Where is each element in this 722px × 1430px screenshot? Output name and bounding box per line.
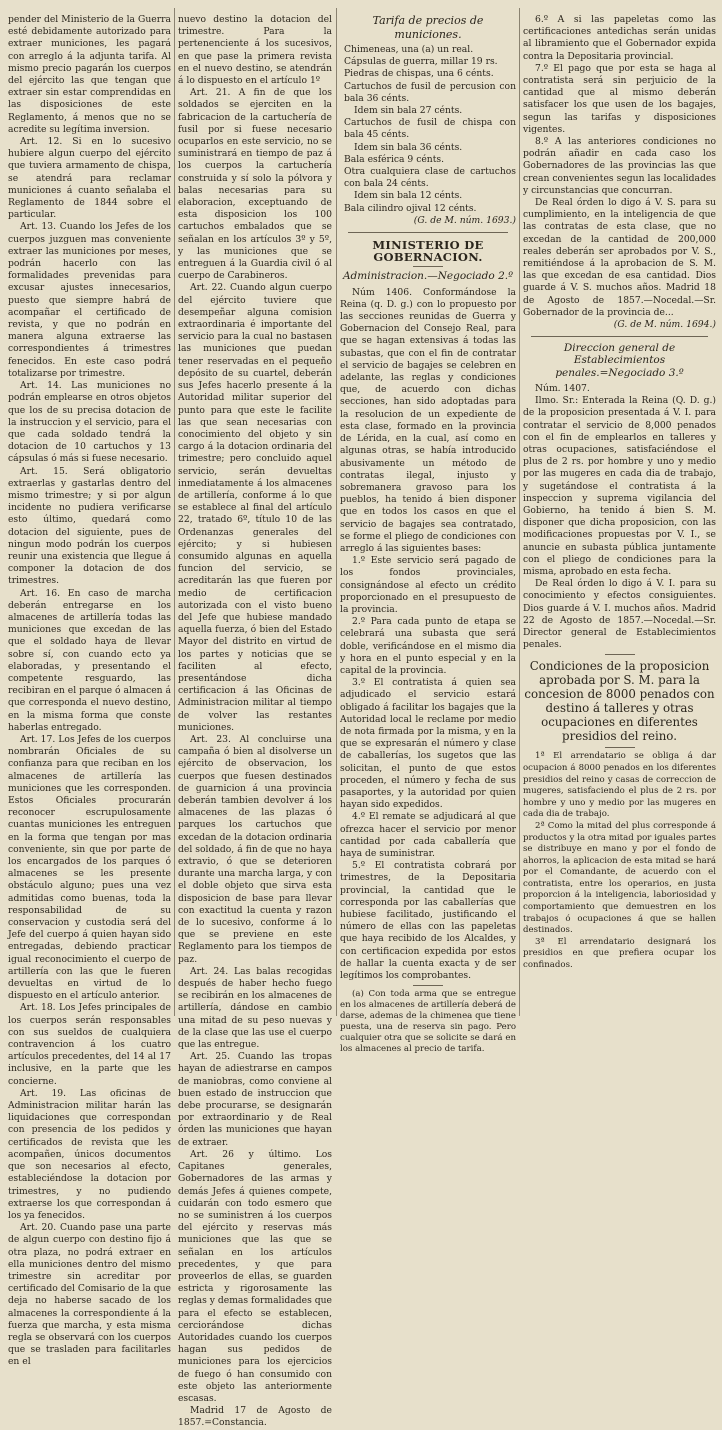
column-rule (336, 8, 337, 1016)
condition-3: 3ª El arrendatario designará los presidios en que prefiera ocupar los confinados. (523, 936, 716, 971)
gazette-reference: (G. de M. núm. 1694.) (613, 319, 716, 331)
column-1 (8, 14, 171, 1368)
paragraph: pender del Ministerio de la Guerra esté debidamente autorizado para extraer municiones, les pagará con arreglo á la adjunta tarifa. Al mismo precio pagarán los cuerpos del ejército las que tengan que extraer sin estar comprendidas en las disposiciones de este Reglamento, á menos que no se acredite su legítima inversion. (8, 14, 171, 135)
royal-order: De Real órden lo digo á V. S. para su cumplimiento, en la inteligencia de que las contratas de esta clase, que no excedan de la cantidad de 200,000 reales deberán ser aprobados por V. S., remitiéndose á la aprobacion de S. M. las que excedan de esa cantidad. Dios guarde á V. S. muchos años. Madrid 18 de Agosto de 1857.—Nocedal.—Sr. Gobernador de la provincia de... (523, 197, 716, 318)
column-3 (340, 14, 516, 1055)
ministry-heading: MINISTERIO DE GOBERNACION. (372, 238, 484, 265)
direction-heading: Direccion general de Establecimientos penales.=Negociado 3.º (555, 342, 684, 379)
condition-5: 5.º El contratista cobrará por trimestres, de la Depositaria provincial, la cantidad que le corresponda por las caballerías que hubiese facilitado, justificando el número de ellas con las papeletas que haya recibido de los Alcaldes, y con certificacion expedida por estos de hallar la cuenta exacta y de ser legítimos los comprobantes. (340, 860, 516, 982)
article-19: Art. 19. Las oficinas de Administracion militar harán las liquidaciones que correspondan con presencia de los pedidos y certificados de revista que les acompañen, únicos documentos que son necesarios al efecto, estableciéndose la dotacion por trimestres, y no pudiendo extraerse los que correspondan á los ya fenecidos. (8, 1087, 171, 1221)
tariff-item: Idem sin bala 12 cénts. (354, 190, 463, 202)
article-22: Art. 22. Cuando algun cuerpo del ejército tuviere que desempeñar alguna comision extraordinaria é importante del servicio para la cual no bastasen las municiones que puedan tener reservadas en el pequeño depósito de su cuartel, deberán sus Jefes hacerlo presente á la Autoridad militar superior del punto para que este le facilite las que sean necesarias con conocimiento del objeto y sin cargo á la dotacion ordinaria del trimestre; pero concluido aquel servicio, serán devueltas inmediatamente á los almacenes de artillería, conforme á lo que se establece al final del artículo 22, tratado 6º, título 10 de las Ordenanzas generales del ejército; y si hubiesen consumido algunas en aquella funcion del servicio, se acreditarán las que fueren por medio de certificacion autorizada con el visto bueno del Jefe que hubiese mandado aquella fuerza, ó bien del Estado Mayor del distrito en virtud de los partes y noticias que se faciliten al efecto, presentándose dicha certificacion á las Oficinas de Administracion militar al tiempo de volver las restantes municiones. (178, 282, 332, 733)
article-18: Art. 18. Los Jefes principales de los cuerpos serán responsables con sus sueldos de cualquiera contravencion á los cuatro artículos precedentes, del 14 al 17 inclusive, en la parte que les concierne. (8, 1002, 171, 1087)
article-25: Art. 25. Cuando las tropas hayan de adiestrarse en campos de maniobras, como conviene al buen estado de instruccion que debe procurarse, se designarán por extraordinario y de Real órden las municiones que hayan de extraer. (178, 1051, 332, 1148)
tariff-list (340, 44, 516, 215)
divider (605, 747, 635, 748)
condition-7: 7.º El pago que por esta se haga al contratista será sin perjuicio de la cantidad que al mismo deberán satisfacer los que usen de los bagajes, segun las tarifas y disposiciones vigentes. (523, 62, 716, 135)
tariff-item: Bala cilindro ojival 12 cénts. (344, 202, 477, 214)
decree-number: Núm. 1407. (535, 382, 590, 394)
tariff-item: Cápsulas de guerra, millar 19 rs. (344, 56, 498, 68)
tariff-item: Piedras de chispas, una 6 cénts. (344, 68, 494, 80)
article-16: Art. 16. En caso de marcha deberán entregarse en los almacenes de artillería todas las municiones que excedan de las que el soldado haya de llevar sobre sí, con cuando ecto ya elaboradas, y presentando el competente resguardo, las recibiran en el parque ó almacen á que corresponda el nuevo destino, en la misma forma que conste haberlas entregado. (8, 587, 171, 733)
condition-2: 2.º Para cada punto de etapa se celebrará una subasta que será doble, verificándose en el mismo dia y hora en el punto especial y en la capital de la provincia. (340, 616, 516, 676)
column-rule (519, 8, 520, 1016)
tariff-title: Tarifa de precios de municiones. (372, 14, 484, 41)
tariff-item: Cartuchos de fusil de percusion con bala 36 cénts. (344, 80, 516, 104)
footnote: (a) Con toda arma que se entregue en los almacenes de artillería deberá de darse, ademas de la chimenea que tiene puesta, una de reserva sin pago. Pero cualquier otra que se solicite se dará en los almacenes al precio de tarifa. (340, 989, 516, 1055)
section-subheading: Administracion.—Negociado 2.º (342, 270, 514, 283)
column-4 (523, 14, 716, 1016)
tariff-item: Idem sin bala 36 cénts. (354, 141, 463, 153)
tariff-item: Chimeneas, una (a) un real. (344, 44, 474, 55)
divider (348, 232, 508, 233)
article-26: Art. 26 y último. Los Capitanes generales, Gobernadores de las armas y demás Jefes á quienes compete, cuidarán con todo esmero que no se suministren á los cuerpos del ejército y reservas más municiones que las que se señalan en los artículos precedentes, y que para proveerlos de ellas, se guarden estricta y rigorosamente las reglas y demas formalidades que para el efecto se establecen, cerciorándose dichas Autoridades cuando los cuerpos hagan sus pedidos de municiones para los ejercicios de fuego ó han consumido con este objeto las anteriormente escasas. (178, 1148, 332, 1404)
paragraph: nuevo destino la dotacion del trimestre. Para la pertenenciente á los sucesivos, en que pase la primera revista en el nuevo destino, se atendrán á lo dispuesto en el artículo 1º (178, 14, 332, 87)
signature: Madrid 17 de Agosto de 1857.=Constancia. (178, 1405, 332, 1429)
tariff-item: Cartuchos de fusil de chispa con bala 45 cénts. (344, 117, 516, 141)
decree-paragraph: Núm 1406. Conformándose la Reina (q. D. g.) con lo propuesto por las secciones reunidas de Guerra y Gobernacion del Consejo Real, para que se hagan extensivas á todas las subastas, que con el fin de contratar el servicio de bagajes se celebren en adelante, las reglas y condiciones que, de acuerdo con dichas secciones, han sido adoptadas para la resolucion de un expediente de esta clase, formado en la provincia de Lérida, en la cual, así como en algunas otras, se había introducido abusivamente un método de contratas ilegal, injusto y sobremanera gravoso para los pueblos, ha tenido á bien disponer que en todos los casos en que el servicio de bagajes sea contratado, se forme el pliego de condiciones con arreglo á las siguientes bases: (340, 286, 516, 554)
article-14: Art. 14. Las municiones no podrán emplearse en otros objetos que los de su precisa dotacion de la instruccion y el servicio, para el que cada soldado tendrá la dotacion de 10 cartuchos y 13 cápsulas ó más si fuese necesario. (8, 380, 171, 465)
divider (531, 336, 708, 337)
condition-1: 1ª El arrendatario se obliga á dar ocupacion á 8000 penados en los diferentes presidios del reino y casas de correccion de mugeres, satisfaciendo el plus de 2 rs. por hombre y uno y medio por las mugeres en cada dia de trabajo. (523, 751, 716, 820)
article-17: Art. 17. Los Jefes de los cuerpos nombrarán Oficiales de su confianza para que reciban en los almacenes de artillería las municiones que les corresponden. Estos Oficiales procurarán reconocer escrupulosamente cuantas municiones les entreguen en la forma que tengan por mas conveniente, sin que por parte de los encargados de los parques ó almacenes se les presente obstáculo alguno; pues una vez admitidas como buenas, toda la responsabilidad de su conservacion y custodia será del Jefe del cuerpo á quien hayan sido entregadas, debiendo practicar igual reconocimiento el cuerpo de artillería con las que le fueren devueltas en virtud de lo dispuesto en el artículo anterior. (8, 733, 171, 1002)
condition-1: 1.º Este servicio será pagado de los fondos provinciales, consignándose al efecto un crédito proporcionado en el presupuesto de la provincia. (340, 555, 516, 615)
divider (605, 654, 635, 655)
condition-3: 3.º El contratista á quien sea adjudicado el servicio estará obligado á facilitar los bagajes que la Autoridad local le reclame por medio de nota firmada por la misma, y en la que se expresarán el número y clase de caballerías, los sugetos que las solicitan, el punto de que estos proceden, el número y fecha de sus pasaportes, y la autoridad por quien hayan sido expedidos. (340, 677, 516, 811)
column-rule (174, 8, 175, 1016)
article-12: Art. 12. Si en lo sucesivo hubiere algun cuerpo del ejército que tuviera armamento de chispa, se atendrá para reclamar municiones á cuanto señalaba el Reglamento de 1844 sobre el particular. (8, 136, 171, 221)
divider (413, 985, 443, 986)
tariff-item: Bala esférica 9 cénts. (344, 153, 445, 165)
article-21: Art. 21. A fin de que los soldados se ejerciten en la fabricacion de la cartuchería de fusil por si fuese necesario ocuparlos en este servicio, no se suministrará en tiempo de paz á los cuerpos la cartuchería construida y sí solo la pólvora y balas necesarias para su elaboracion, exceptuando de esta disposicion los 100 cartuchos embalados que se señalan en los artículos 3º y 5º, y las municiones que se entreguen á la Guardia civil ó al cuerpo de Carabineros. (178, 87, 332, 282)
article-24: Art. 24. Las balas recogidas después de haber hecho fuego se recibirán en los almacenes de artillería, dándose en cambio una mitad de su peso nuevas y de la clase que las use el cuerpo que las entregue. (178, 965, 332, 1051)
condition-2: 2ª Como la mitad del plus corresponde á productos y la otra mitad por iguales partes se distribuye en mano y por el fondo de ahorros, la aplicacion de esta mitad se hará por el Comandante, de acuerdo con el contratista, entre los operarios, en justa proporcion á la inteligencia, laboriosidad y comportamiento que demuestren en los trabajos ó ocupaciones á que se hallen destinados. (523, 820, 716, 936)
article-15: Art. 15. Será obligatorio extraerlas y gastarlas dentro del mismo trimestre; y si por algun incidente no pudiera verificarse esto último, quedará como dotacion del siguiente, pues de ningun modo podrán los cuerpos reunir una existencia que llegue á componer la dotacion de dos trimestres. (8, 465, 171, 587)
condition-6: 6.º A si las papeletas como las certificaciones antedichas serán unidas al libramiento que el Gobernador expida contra la Depositaria provincial. (523, 14, 716, 62)
article-23: Art. 23. Al concluirse una campaña ó bien al disolverse un ejército de observacion, los cuerpos que fuesen destinados de guarnicion á una provincia deberán tambien devolver á los almacenes de las plazas ó parques los cartuchos que excedan de la dotacion ordinaria del soldado, á fin de que no haya extravio, ó que se deterioren durante una marcha larga, y con el doble objeto que sirva esta disposicion de base para llevar con exactitud la cuenta y razon de lo sucesivo, conforme á lo que se previene en este Reglamento para los tiempos de paz. (178, 733, 332, 965)
gazette-reference: (G. de M. núm. 1693.) (413, 214, 516, 226)
article-20: Art. 20. Cuando pase una parte de algun cuerpo con destino fijo á otra plaza, no podrá extraer en ella municiones dentro del mismo trimestre sin acreditar por certificado del Comisario de la que deja no haberse sacado de los almacenes la correspondiente á la fuerza que marcha, y esta misma regla se observará con los cuerpos que se trasladen para facilitarles en el (8, 1222, 171, 1368)
condition-4: 4.º El remate se adjudicará al que ofrezca hacer el servicio por menor cantidad por cada caballería que haya de suministrar. (340, 811, 516, 859)
condition-8: 8.º A las anteriores condiciones no podrán añadir en cada caso los Gobernadores de las provincias las que crean convenientes segun las localidades y circunstancias que concurran. (523, 136, 716, 196)
article-13: Art. 13. Cuando los Jefes de los cuerpos juzguen mas conveniente extraer las municiones por meses, podrán hacerlo con las formalidades prevenidas para excusar ajustes innecesarios, puesto que siempre habrá de acompañar el certificado de revista, y que no podrán en manera alguna extraerse las correspondientes á trimestres fenecidos. En este caso podrá totalizarse por trimestre. (8, 221, 171, 379)
conditions-heading: Condiciones de la proposicion aprobada por S. M. para la concesion de 8000 penados con destino á talleres y otras ocupaciones en diferentes presidios del reino. (524, 659, 715, 744)
divider (413, 266, 443, 267)
royal-order: De Real órden lo digo á V. I. para su conocimiento y efectos consiguientes. Dios guarde á V. I. muchos años. Madrid 22 de Agosto de 1857.—Nocedal.—Sr. Director general de Establecimientos penales. (523, 578, 716, 651)
column-2 (178, 14, 332, 1429)
tariff-item: Otra cualquiera clase de cartuchos con bala 24 cénts. (344, 166, 516, 190)
tariff-item: Idem sin bala 27 cénts. (354, 105, 463, 117)
decree-paragraph: Ilmo. Sr.: Enterada la Reina (Q. D. g.) de la proposicion presentada á V. I. para contratar el servicio de 8,000 penados con el fin de emplearlos en talleres y otras ocupaciones, satisfaciéndose el plus de 2 rs. por hombre y uno y medio por las mugeres en cada dia de trabajo, y sugetándose el contratista á la inspeccion y suprema vigilancia del Gobierno, ha tenido á bien S. M. disponer que dicha proposicion, con las modificaciones propuestas por V. I., se anuncie en subasta pública juntamente con el pliego de condiciones para la misma, aprobado en esta fecha. (523, 395, 716, 577)
